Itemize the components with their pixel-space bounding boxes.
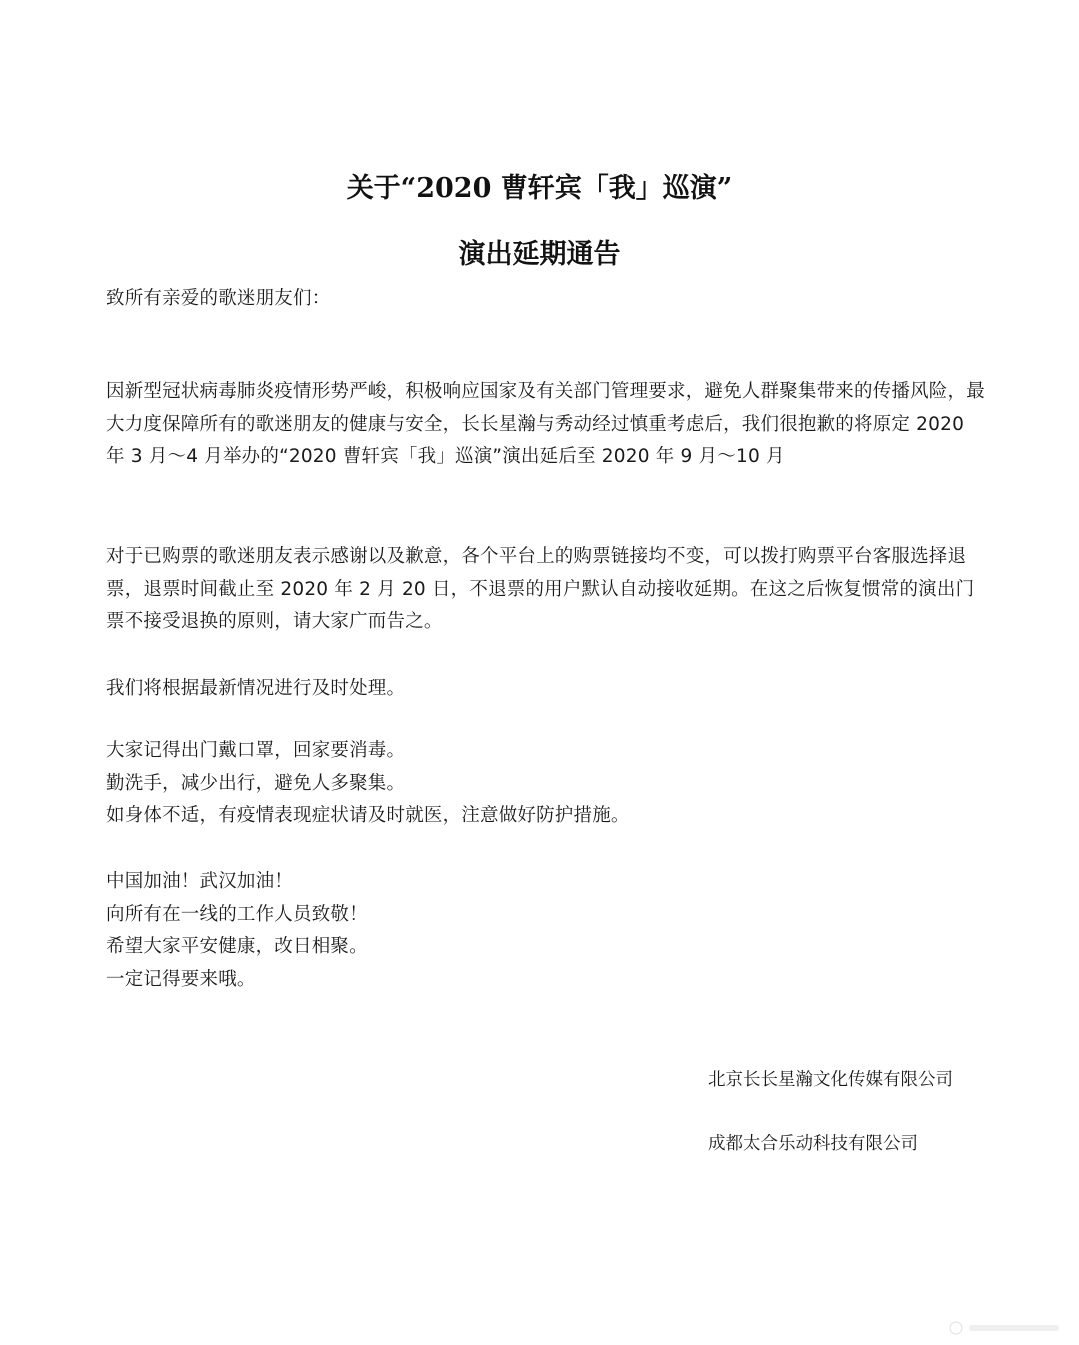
signature-company-1: 北京长长星瀚文化传媒有限公司 — [708, 1070, 953, 1090]
health-line: 勤洗手，减少出行，避免人多聚集。 — [106, 772, 406, 794]
cheer-block — [106, 866, 986, 996]
health-advice-block — [106, 735, 986, 833]
document-title-line-1: 关于“2020 曹轩宾「我」巡演” — [346, 173, 733, 204]
cheer-line: 一定记得要来哦。 — [106, 968, 256, 990]
health-line: 如身体不适，有疫情表现症状请及时就医，注意做好防护措施。 — [106, 805, 630, 826]
watermark-icon — [947, 1319, 1067, 1337]
health-line: 大家记得出门戴口罩，回家要消毒。 — [106, 740, 406, 761]
paragraph-postponement: 因新型冠状病毒肺炎疫情形势严峻，积极响应国家及有关部门管理要求，避免人群聚集带来的传播风险，最大力度保障所有的歌迷朋友的健康与安全，长长星瀚与秀动经过慎重考虑后，我们很抱歉的将原定 2020 年 3 月～4 月举办的“2020 曹轩宾「我」巡演”演出延后至 2020 年 9 月～10 月 — [106, 381, 985, 467]
document-title-line-2: 演出延期通告 — [458, 239, 621, 270]
signature-company-2: 成都太合乐动科技有限公司 — [708, 1134, 918, 1154]
cheer-line: 中国加油！武汉加油！ — [106, 871, 294, 892]
cheer-line: 希望大家平安健康，改日相聚。 — [106, 936, 368, 957]
paragraph-refund-policy: 对于已购票的歌迷朋友表示感谢以及歉意，各个平台上的购票链接均不变，可以拨打购票平台客服选择退票，退票时间截止至 2020 年 2 月 20 日，不退票的用户默认自动接收延期。在这之后恢复惯常的演出门票不接受退换的原则，请大家广而告之。 — [106, 546, 975, 632]
paragraph-followup: 我们将根据最新情况进行及时处理。 — [106, 678, 406, 699]
salutation: 致所有亲爱的歌迷朋友们： — [106, 288, 331, 309]
cheer-line: 向所有在一线的工作人员致敬！ — [106, 903, 368, 925]
